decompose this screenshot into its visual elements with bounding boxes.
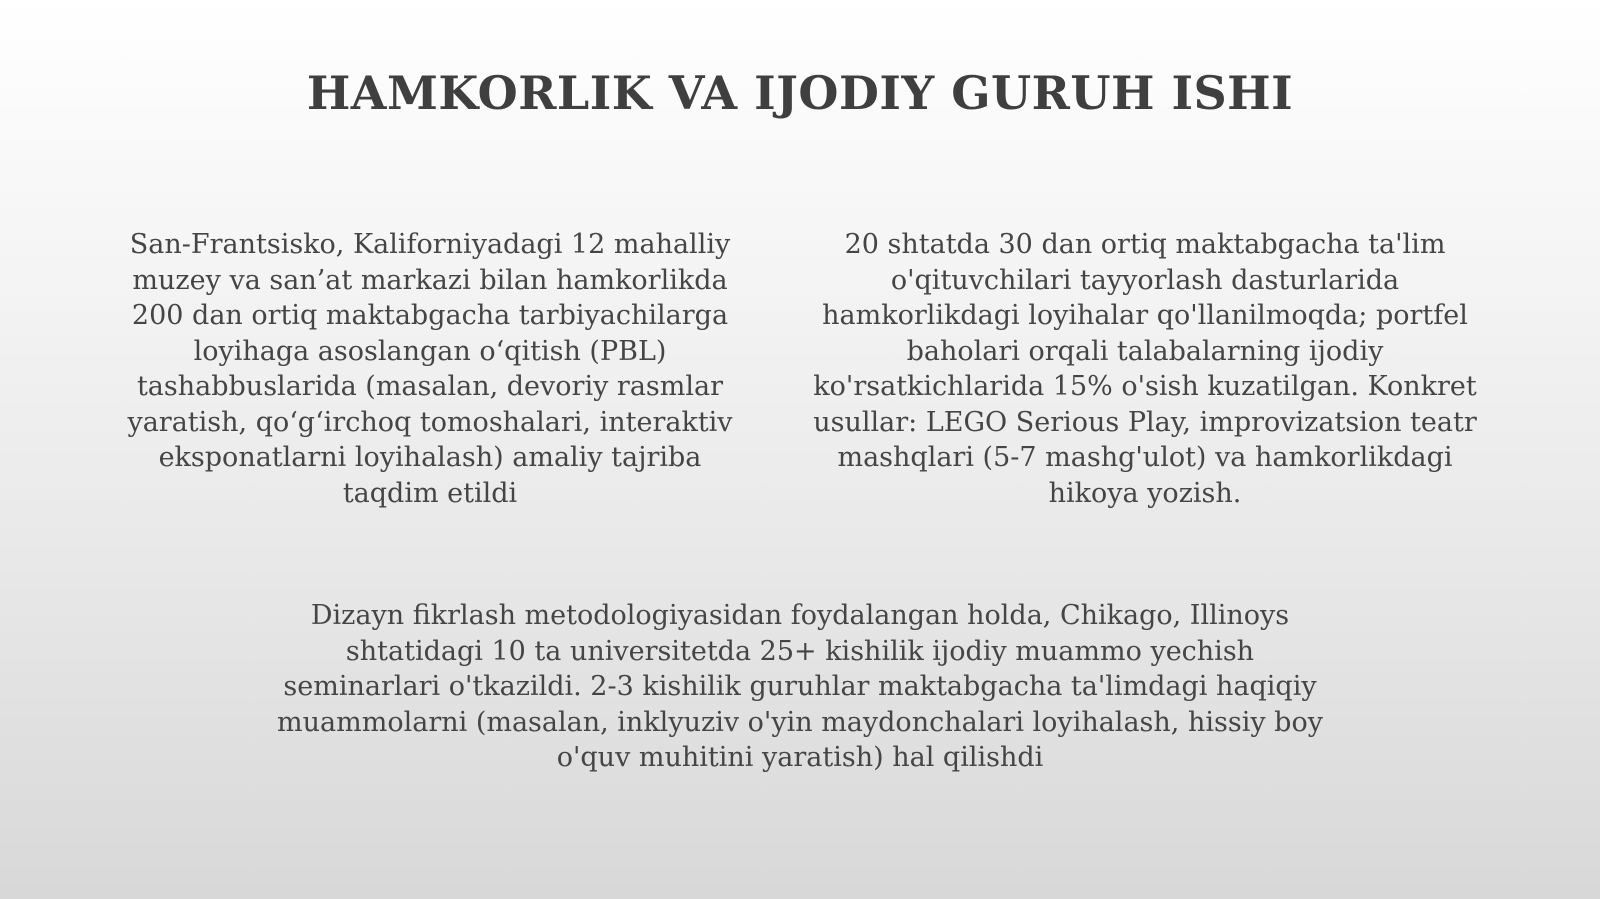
bottom-paragraph: Dizayn fikrlash metodologiyasidan foydalangan holda, Chikago, Illinoys shtatidagi 10 ta universitetda 25+ kishilik ijodiy muammo yechish seminarlari o'tkazildi. 2-3 kishilik guruhlar maktabgacha ta'limdagi haqiqiy muammolarni (masalan, inklyuziv o'yin maydonchalari loyihalash, hissiy boy o'quv muhitini yaratish) hal qilishdi [277, 600, 1323, 773]
left-paragraph: San-Frantsisko, Kaliforniyadagi 12 mahalliy muzey va san’at markazi bilan hamkorlikda 200 dan ortiq maktabgacha tarbiyachilarga loyihaga asoslangan o‘qitish (PBL) tashabbuslarida (masalan, devoriy rasmlar yaratish, qo‘g‘irchoq tomoshalari, interaktiv eksponatlarni loyihalash) amaliy tajriba taqdim etildi [127, 229, 733, 509]
slide-title: HAMKORLIK VA IJODIY GURUH ISHI [306, 66, 1294, 120]
right-paragraph: 20 shtatda 30 dan ortiq maktabgacha ta'lim o'qituvchilari tayyorlash dasturlarida hamkorlikdagi loyihalar qo'llanilmoqda; portfel baholari orqali talabalarning ijodiy ko'rsatkichlarida 15% o'sish kuzatilgan. Konkret usullar: LEGO Serious Play, improvizatsion teatr mashqlari (5-7 mashg'ulot) va hamkorlikdagi hikoya yozish. [813, 229, 1477, 509]
